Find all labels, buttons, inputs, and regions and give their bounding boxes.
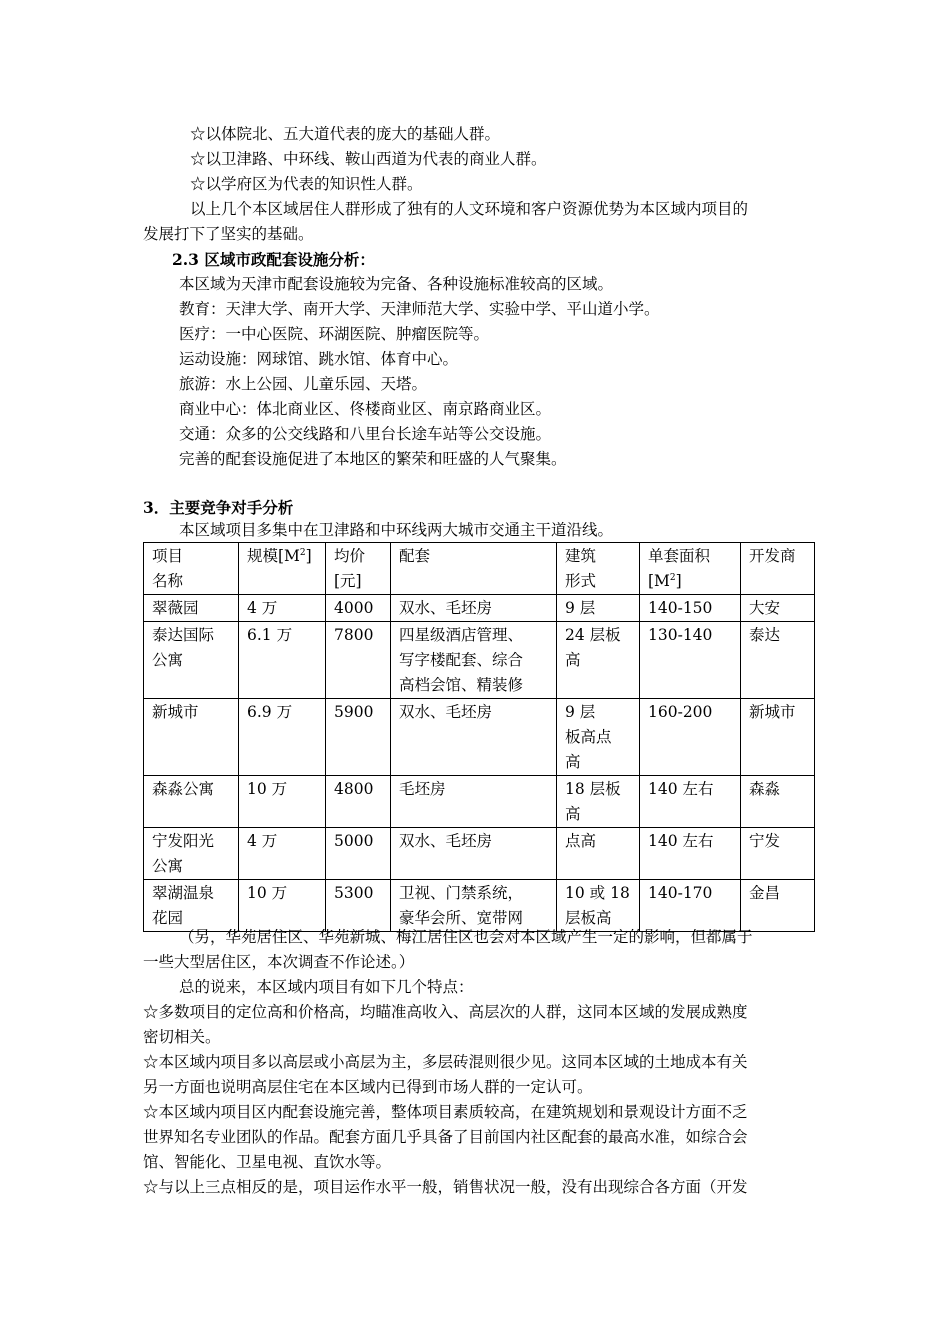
competitor-table — [143, 542, 815, 932]
header-developer: 开发商 — [741, 543, 815, 595]
cell-developer: 宁发 — [741, 828, 815, 880]
feature-line: 馆、智能化、卫星电视、直饮水等。 — [143, 1153, 392, 1171]
feature-line: ☆本区域内项目区内配套设施完善，整体项目素质较高，在建筑规划和景观设计方面不乏 — [143, 1103, 748, 1121]
note-line: （另，华苑居住区、华苑新城、梅江居住区也会对本区域产生一定的影响，但都属于 — [179, 928, 753, 946]
cell-developer: 大安 — [741, 595, 815, 622]
cell-name: 新城市 — [144, 699, 239, 776]
table-row — [144, 776, 815, 828]
cell-scale: 4 万 — [239, 828, 326, 880]
cell-developer: 金昌 — [741, 880, 815, 932]
cell-area: 160-200 — [640, 699, 741, 776]
cell-facilities: 双水、毛坯房 — [391, 699, 557, 776]
facility-line: 交通：众多的公交线路和八里台长途车站等公交设施。 — [179, 425, 552, 443]
table-row — [144, 595, 815, 622]
cell-scale: 10 万 — [239, 880, 326, 932]
cell-name: 翠湖温泉 花园 — [144, 880, 239, 932]
header-price: 均价 [元] — [326, 543, 391, 595]
table-row — [144, 880, 815, 932]
facility-line: 旅游：水上公园、儿童乐园、天塔。 — [179, 375, 428, 393]
table-row — [144, 699, 815, 776]
cell-scale: 4 万 — [239, 595, 326, 622]
section-3-intro: 本区域项目多集中在卫津路和中环线两大城市交通主干道沿线。 — [179, 521, 614, 539]
cell-name: 森淼公寓 — [144, 776, 239, 828]
cell-price: 5000 — [326, 828, 391, 880]
summary-line: 以上几个本区域居住人群形成了独有的人文环境和客户资源优势为本区域内项目的 — [190, 200, 749, 218]
cell-price: 5900 — [326, 699, 391, 776]
cell-name: 宁发阳光 公寓 — [144, 828, 239, 880]
facility-line: 医疗：一中心医院、环湖医院、肿瘤医院等。 — [179, 325, 490, 343]
cell-price: 7800 — [326, 622, 391, 699]
facility-line: 完善的配套设施促进了本地区的繁荣和旺盛的人气聚集。 — [179, 450, 567, 468]
cell-type: 9 层 — [557, 595, 640, 622]
feature-line: 密切相关。 — [143, 1028, 221, 1046]
feature-line: ☆多数项目的定位高和价格高，均瞄准高收入、高层次的人群，这同本区域的发展成熟度 — [143, 1003, 748, 1021]
table-header-row — [144, 543, 815, 595]
cell-name: 泰达国际 公寓 — [144, 622, 239, 699]
cell-facilities: 双水、毛坯房 — [391, 828, 557, 880]
header-scale: 规模$[M^2]$ — [239, 543, 326, 595]
cell-scale: 6.9 万 — [239, 699, 326, 776]
cell-area: 140 左右 — [640, 828, 741, 880]
cell-name: 翠薇园 — [144, 595, 239, 622]
cell-facilities: 卫视、门禁系统， 豪华会所、宽带网 — [391, 880, 557, 932]
cell-developer: 森淼 — [741, 776, 815, 828]
cell-price: 5300 — [326, 880, 391, 932]
cell-facilities: 四星级酒店管理、 写字楼配套、综合 高档会馆、精装修 — [391, 622, 557, 699]
cell-scale: 10 万 — [239, 776, 326, 828]
feature-line: ☆本区域内项目多以高层或小高层为主，多层砖混则很少见。这同本区域的土地成本有关 — [143, 1053, 748, 1071]
cell-area: 140-150 — [640, 595, 741, 622]
table-row — [144, 622, 815, 699]
cell-developer: 泰达 — [741, 622, 815, 699]
cell-type: 9 层 板高点 高 — [557, 699, 640, 776]
header-name: 项目 名称 — [144, 543, 239, 595]
cell-area: 130-140 — [640, 622, 741, 699]
table-row — [144, 828, 815, 880]
facility-line: 本区域为天津市配套设施较为完备、各种设施标准较高的区域。 — [179, 275, 614, 293]
facility-line: 运动设施：网球馆、跳水馆、体育中心。 — [179, 350, 459, 368]
cell-type: 点高 — [557, 828, 640, 880]
group-item: ☆以体院北、五大道代表的庞大的基础人群。 — [190, 125, 501, 143]
cell-type: 10 或 18 层板高 — [557, 880, 640, 932]
cell-area: 140-170 — [640, 880, 741, 932]
header-area: 单套面积 $[M^2]$ — [640, 543, 741, 595]
cell-developer: 新城市 — [741, 699, 815, 776]
cell-area: 140 左右 — [640, 776, 741, 828]
cell-price: 4800 — [326, 776, 391, 828]
summary-line: 发展打下了坚实的基础。 — [143, 225, 314, 243]
features-intro: 总的说来，本区域内项目有如下几个特点： — [179, 978, 474, 996]
section-3-heading: 3．主要竞争对手分析 — [143, 498, 294, 517]
group-item: ☆以卫津路、中环线、鞍山西道为代表的商业人群。 — [190, 150, 547, 168]
section-2-3-heading: 2.3 区域市政配套设施分析： — [172, 250, 375, 269]
cell-type: 24 层板 高 — [557, 622, 640, 699]
cell-facilities: 双水、毛坯房 — [391, 595, 557, 622]
feature-line: ☆与以上三点相反的是，项目运作水平一般，销售状况一般，没有出现综合各方面（开发 — [143, 1178, 748, 1196]
cell-scale: 6.1 万 — [239, 622, 326, 699]
cell-facilities: 毛坯房 — [391, 776, 557, 828]
facility-line: 商业中心：体北商业区、佟楼商业区、南京路商业区。 — [179, 400, 552, 418]
group-item: ☆以学府区为代表的知识性人群。 — [190, 175, 423, 193]
cell-price: 4000 — [326, 595, 391, 622]
facility-line: 教育：天津大学、南开大学、天津师范大学、实验中学、平山道小学。 — [179, 300, 660, 318]
header-type: 建筑 形式 — [557, 543, 640, 595]
note-line: 一些大型居住区，本次调查不作论述。） — [143, 953, 415, 971]
feature-line: 另一方面也说明高层住宅在本区域内已得到市场人群的一定认可。 — [143, 1078, 593, 1096]
cell-type: 18 层板 高 — [557, 776, 640, 828]
header-facilities: 配套 — [391, 543, 557, 595]
feature-line: 世界知名专业团队的作品。配套方面几乎具备了目前国内社区配套的最高水准，如综合会 — [143, 1128, 748, 1146]
